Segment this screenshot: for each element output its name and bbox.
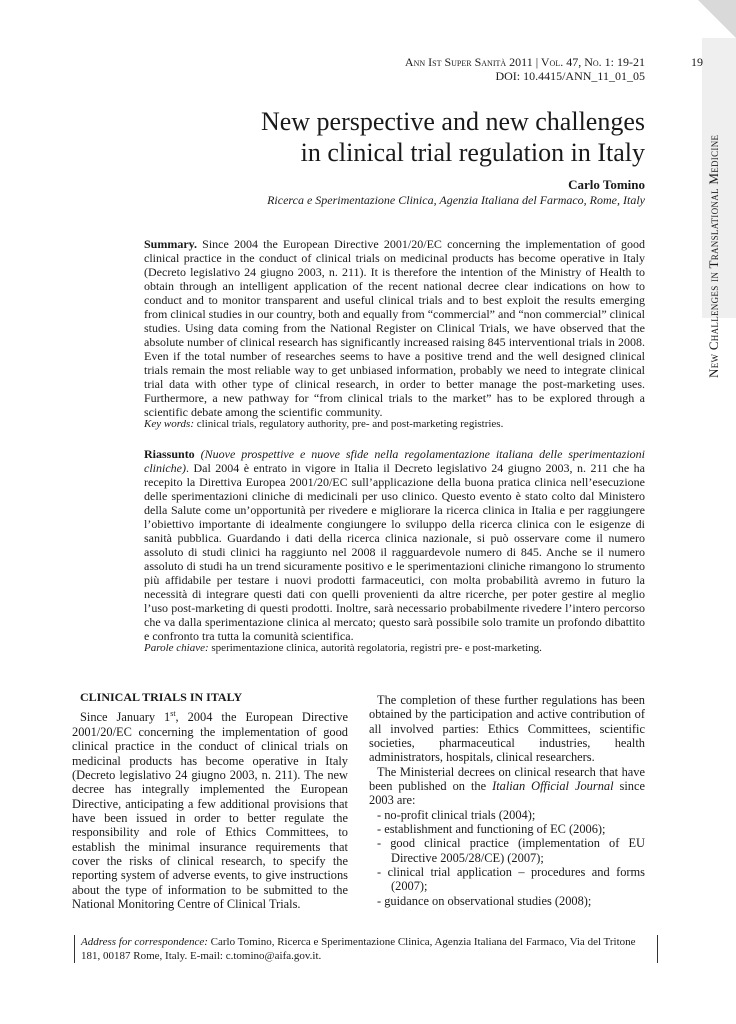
- summary-keywords: [144, 418, 645, 431]
- riassunto-abstract: [144, 447, 645, 643]
- author-affiliation: Ricerca e Sperimentazione Clinica, Agenzia Italiana del Farmaco, Rome, Italy: [267, 193, 645, 207]
- list-item: - establishment and functioning of EC (2006);: [377, 822, 606, 837]
- doi[interactable]: DOI: 10.4415/ANN_11_01_05: [495, 69, 645, 83]
- journal-name: Italian Official Journal: [492, 779, 614, 794]
- journal-citation: Ann Ist Super Sanità 2011 | Vol. 47, No. 1: 19-21: [404, 55, 645, 69]
- riassunto-label: Riassunto: [144, 447, 195, 461]
- list-item: - clinical trial application – procedures and forms (2007);: [377, 865, 645, 894]
- section-heading: CLINICAL TRIALS IN ITALY: [80, 690, 243, 704]
- keywords-label: Key words:: [144, 418, 195, 430]
- page-corner-decoration: [698, 0, 736, 38]
- superscript: st: [170, 709, 176, 719]
- keywords-text: clinical trials, regulatory authority, pre- and post-marketing registries.: [194, 418, 504, 430]
- list-item: - no-profit clinical trials (2004);: [377, 807, 536, 822]
- journal-reference: [405, 55, 645, 83]
- summary-abstract: [144, 237, 645, 419]
- body-paragraph: [72, 707, 348, 911]
- page-number: 19: [691, 55, 703, 69]
- riassunto-keywords: [144, 642, 645, 655]
- section-side-title: New Challenges in Translational Medicine: [706, 134, 721, 378]
- body-left-column: [72, 690, 348, 911]
- title-line-2: in clinical trial regulation in Italy: [300, 138, 645, 167]
- article-title: [165, 106, 645, 168]
- body-paragraph-2: [369, 765, 645, 808]
- summary-text: Since 2004 the European Directive 2001/20/EC concerning the implementation of good clinical practice in the conduct of clinical trials on medicinal products has become operative in Italy (Decreto legislativo 24 giugno 2003, n. 211). It is therefore the intention of the Ministry of Health to obtain through an intelligent application of the recent national decree clear indications on how to conduct and to monitor transparent and useful clinical trials and to best exploit the results emerging from clinical studies in our country, both and equally from “commercial” and “non commercial” clinical studies. Using data coming from the National Register on Clinical Trials, we have observed that the absolute number of clinical research has significantly increased raising 845 interventional trials in 2008. Even if the total number of researches seems to have a positive trend and the well designed clinical trials remain the most reliable way to get unbiased information, probably we need to integrate clinical trial data with other type of clinical research, in order to better manage the post-marketing uses. Furthermore, a new pathway for “from clinical trials to the market” has to be explored through a scientific debate among the scientific community.: [144, 237, 645, 419]
- riassunto-italic-title: (Nuove prospettive e nuove sfide nella regolamentazione italiana delle sperimentazioni cliniche): [144, 447, 645, 475]
- list-item: - good clinical practice (implementation of EU Directive 2005/28/CE) (2007);: [377, 836, 645, 865]
- body-paragraph-1: The completion of these further regulations has been obtained by the participation and active contribution of all involved parties: Ethics Committees, scientific societies, pharmaceutical industries, health administrators, hospitals, clinical researchers.: [369, 693, 645, 765]
- footnote-text: Carlo Tomino, Ricerca e Sperimentazione Clinica, Agenzia Italiana del Farmaco, Via del Tritone 181, 00187 Rome, Italy. E-mail: c.tomino@aifa.gov.it.: [81, 936, 636, 962]
- paragraph-rest: , 2004 the European Directive 2001/20/EC concerning the implementation of good clinical practice in the conduct of clinical trials on medicinal products has become operative in Italy (Decreto legislativo 24 giugno 2003, n. 211). The new decree has integrally implemented the European Directive, anticipating a few additional provisions that have been issued in order to better regulate the responsibility and role of Ethics Committees, to establish the minimal insurance requirements that cover the risks of clinical research, to specify the reporting system of adverse events, to give instructions about the type of information to be submitted to the National Monitoring Centre of Clinical Trials.: [72, 710, 349, 911]
- paragraph-2-end: since 2003 are:: [369, 779, 645, 808]
- correspondence-footnote: [74, 935, 658, 963]
- paragraph-2-start: The Ministerial decrees on clinical research that have been published on the: [369, 764, 645, 794]
- paragraph-start: Since January 1: [80, 710, 171, 725]
- parole-chiave-label: Parole chiave:: [144, 642, 209, 654]
- riassunto-text: . Dal 2004 è entrato in vigore in Italia il Decreto legislativo 24 giugno 2003, n. 211 che ha recepito la Direttiva Europea 2001/20/EC sull’applicazione della buona pratica clinica nell’esecuzione delle sperimentazioni cliniche di medicinali per uso clinico. Questo evento è stato colto dal Ministero della Salute come un’opportunità per rivedere e migliorare la ricerca clinica in Italia e per raggiungere l’obiettivo importante di idealmente congiungere lo sviluppo della ricerca clinica con le esigenze di sanità pubblica. Guardando i dati della ricerca clinica nazionale, si può osservare come il numero assoluto di studi clinici ha raggiunto nel 2008 il ragguardevole numero di 845. Anche se il numero assoluto di studi ha un trend sicuramente positivo e le sperimentazioni cliniche rimangono lo strumento più affidabile per testare i nuovi prodotti farmaceutici, con molta probabilità avremo in futuro la necessità di integrare questi dati con quelli provenienti da altre ricerche, per poter gestire al meglio l’uso post-marketing di questi prodotti. Inoltre, sarà necessario probabilmente rivedere l’intero percorso che va dalla sperimentazione clinica al mercato; questo sarà possibile solo tramite un profondo dibattito e confronto tra tutta la comunità scientifica.: [144, 461, 645, 643]
- decree-list: [369, 808, 645, 908]
- summary-label: Summary.: [144, 237, 198, 251]
- parole-chiave-text: sperimentazione clinica, autorità regolatoria, registri pre- e post-marketing.: [208, 642, 542, 654]
- body-right-column: [369, 693, 645, 908]
- list-item: - guidance on observational studies (2008);: [377, 893, 592, 908]
- footnote-label: Address for correspondence:: [81, 936, 208, 948]
- title-line-1: New perspective and new challenges: [260, 107, 645, 136]
- author-name: Carlo Tomino: [568, 177, 645, 192]
